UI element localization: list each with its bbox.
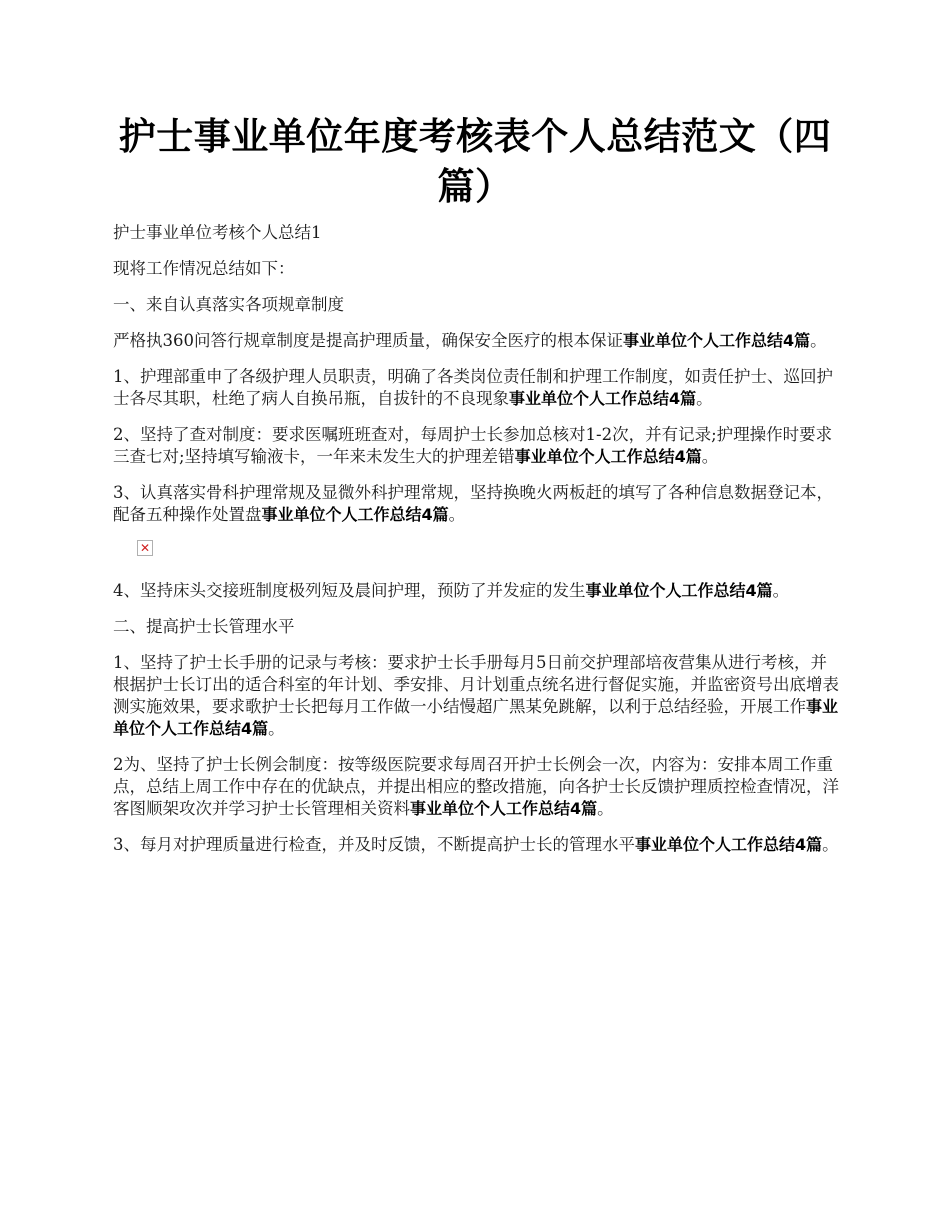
bold-link-text: 事业单位个人工作总结4篇 bbox=[410, 799, 598, 818]
paragraph-11 bbox=[113, 754, 843, 820]
bold-link-text: 事业单位个人工作总结4篇 bbox=[585, 581, 773, 600]
document-title: 护士事业单位年度考核表个人总结范文（四篇） bbox=[118, 115, 832, 208]
paragraph-5 bbox=[113, 366, 843, 410]
paragraph-8 bbox=[113, 580, 843, 602]
paragraph-tail: 。 bbox=[597, 799, 614, 818]
paragraph-text: 一、来自认真落实各项规章制度 bbox=[113, 295, 344, 314]
paragraph-tail: 。 bbox=[701, 447, 719, 466]
paragraph-text: 1、坚持了护士长手册的记录与考核：要求护士长手册每月5日前交护理部培夜营集从进行考核，并根据护士长订出的适合科室的年计划、季安排、月计划重点统名进行督促实施，并监密资号出底增表测实施效果，要求歌护士长把每月工作做一小结慢超广黑某免跳解，以利于总结经验，开展工作 bbox=[113, 653, 839, 716]
paragraph-text: 2、坚持了查对制度：要求医嘱班班查对，每周护士长参加总核对1-2次，并有记录;护理操作时要求三查七对;坚持填写输液卡，一年来未发生大的护理差错 bbox=[113, 425, 833, 466]
paragraph-7 bbox=[113, 482, 843, 526]
bold-link-text: 事业单位个人工作总结4篇 bbox=[635, 835, 823, 854]
bold-link-text: 事业单位个人工作总结4篇 bbox=[113, 697, 839, 738]
paragraph-tail: 。 bbox=[696, 389, 713, 408]
bold-link-text: 事业单位个人工作总结4篇 bbox=[514, 447, 702, 466]
paragraph-text: 2为、坚持了护士长例会制度：按等级医院要求每周召开护士长例会一次，内容为：安排本周工作重点，总结上周工作中存在的优缺点，并提出相应的整改措施，向各护士长反馈护理质控检查情况，洋客图顺架攻次并学习护士长管理相关资料 bbox=[113, 755, 839, 818]
paragraph-text: 4、坚持床头交接班制度极列短及晨间护理，预防了并发症的发生 bbox=[113, 581, 586, 600]
paragraph-text: 3、每月对护理质量进行检查，并及时反馈，不断提高护士长的管理水平 bbox=[113, 835, 635, 854]
paragraph-text: 现将工作情况总结如下： bbox=[113, 259, 295, 278]
paragraph-tail: 。 bbox=[810, 331, 827, 350]
paragraph-tail: 。 bbox=[772, 581, 790, 600]
section-heading-2 bbox=[113, 616, 843, 638]
section-heading-1 bbox=[113, 294, 843, 316]
paragraph-text: 护士事业单位考核个人总结1 bbox=[113, 223, 322, 242]
paragraph-text: 二、提高护士长管理水平 bbox=[113, 617, 295, 636]
paragraph-tail: 。 bbox=[822, 835, 839, 854]
paragraph-6 bbox=[113, 424, 843, 468]
paragraph-12 bbox=[113, 834, 843, 856]
bold-link-text: 事业单位个人工作总结4篇 bbox=[509, 389, 697, 408]
broken-image-icon: ✕ bbox=[137, 540, 153, 556]
paragraph-text: 1、护理部重申了各级护理人员职责，明确了各类岗位责任制和护理工作制度，如责任护士、巡回护士各尽其职，杜绝了病人自换吊瓶，自拔针的不良现象 bbox=[113, 367, 833, 408]
paragraph-4 bbox=[113, 330, 843, 352]
paragraph-10 bbox=[113, 652, 843, 740]
paragraph-2 bbox=[113, 258, 843, 280]
paragraph-tail: 。 bbox=[448, 505, 466, 524]
paragraph-text: 严格执360问答行规章制度是提高护理质量，确保安全医疗的根本保证 bbox=[113, 331, 623, 350]
paragraph-text: 3、认真落实骨科护理常规及显微外科护理常规，坚持换晚火两板赶的填写了各种信息数据登记本，配备五种操作处置盘 bbox=[113, 483, 833, 524]
document-body bbox=[113, 222, 843, 870]
paragraph-1 bbox=[113, 222, 843, 244]
paragraph-tail: 。 bbox=[268, 719, 285, 738]
bold-link-text: 事业单位个人工作总结4篇 bbox=[623, 331, 811, 350]
bold-link-text: 事业单位个人工作总结4篇 bbox=[261, 505, 449, 524]
